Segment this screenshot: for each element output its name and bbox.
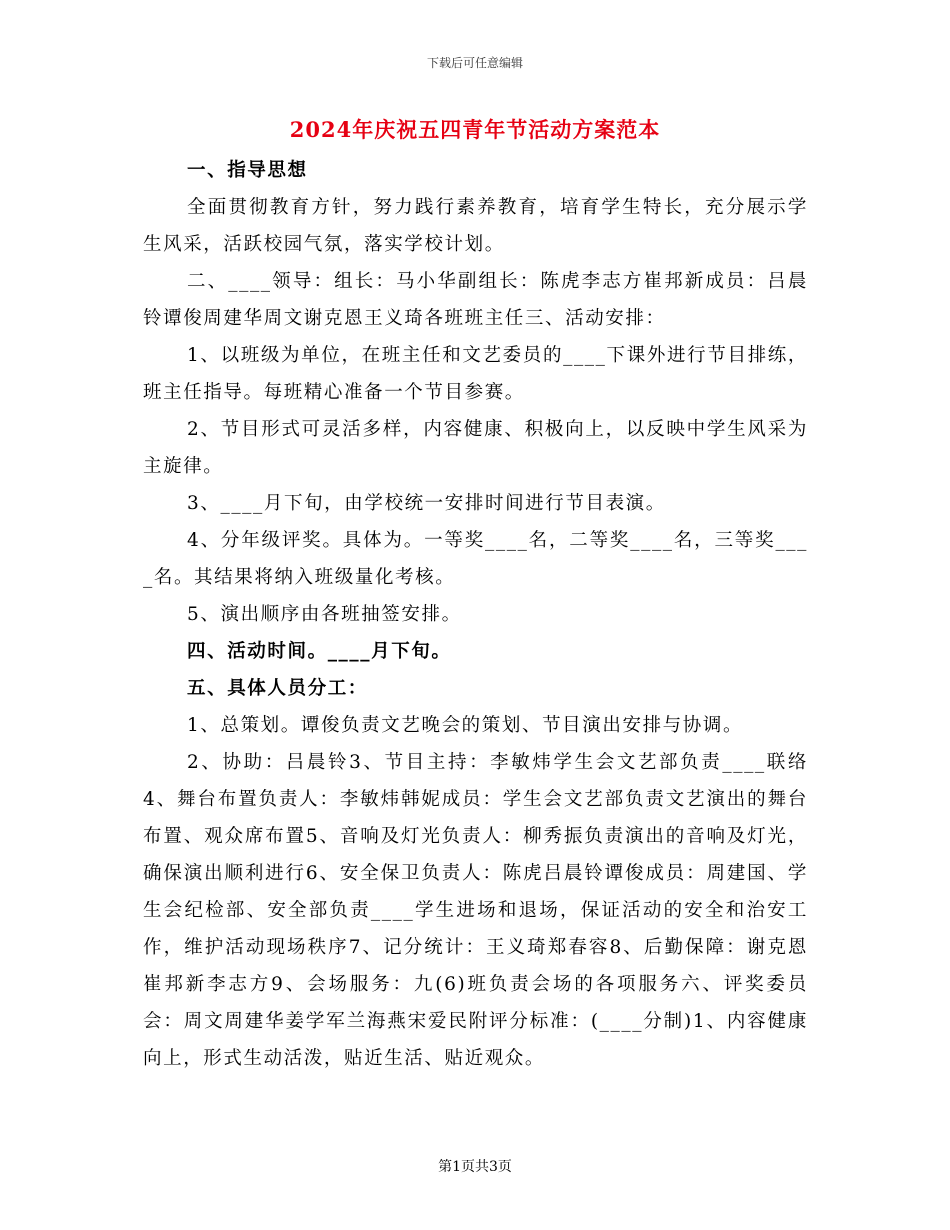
paragraph-arrangement-2: 2、节目形式可灵活多样，内容健康、积极向上，以反映中学生风采为主旋律。 xyxy=(143,419,808,477)
paragraph-arrangement-3: 3、____月下旬，由学校统一安排时间进行节目表演。 xyxy=(187,493,666,514)
paragraph-leadership: 二、____领导：组长：马小华副组长：陈虎李志方崔邦新成员：吕晨铃谭俊周建华周文谢克恩王义琦各班班主任三、活动安排： xyxy=(143,271,808,329)
paragraph-arrangement-5: 5、演出顺序由各班抽签安排。 xyxy=(187,604,462,625)
section-heading-activity-time: 四、活动时间。____月下旬。 xyxy=(187,641,452,662)
paragraph-arrangement-4: 4、分年级评奖。具体为。一等奖____名，二等奖____名，三等奖____名。其结果将纳入班级量化考核。 xyxy=(143,530,808,588)
paragraph-arrangement-1: 1、以班级为单位，在班主任和文艺委员的____下课外进行节目排练，班主任指导。每班精心准备一个节目参赛。 xyxy=(143,345,808,403)
document-body xyxy=(143,152,808,1077)
paragraph-staff-1: 1、总策划。谭俊负责文艺晚会的策划、节目演出安排与协调。 xyxy=(187,715,744,736)
document-title: 2024年庆祝五四青年节活动方案范本 xyxy=(289,117,661,142)
paragraph-staff-2: 2、协助：吕晨铃3、节目主持：李敏炜学生会文艺部负责____联络4、舞台布置负责人：李敏炜韩妮成员：学生会文艺部负责文艺演出的舞台布置、观众席布置5、音响及灯光负责人：柳秀振负责演出的音响及灯光，确保演出顺利进行6、安全保卫负责人：陈虎吕晨铃谭俊成员：周建国、学生会纪检部、安全部负责____学生进场和退场，保证活动的安全和治安工作，维护活动现场秩序7、记分统计：王义琦郑春容8、后勤保障：谢克恩崔邦新李志方9、会场服务：九(6)班负责会场的各项服务六、评奖委员会：周文周建华姜学军兰海燕宋爱民附评分标准：(____分制)1、内容健康向上，形式生动活泼，贴近生活、贴近观众。 xyxy=(143,752,808,1069)
page-footer-number: 第1页共3页 xyxy=(438,1159,512,1175)
paragraph-guiding-thought: 全面贯彻教育方针，努力践行素养教育，培育学生特长，充分展示学生风采，活跃校园气氛，落实学校计划。 xyxy=(143,197,808,255)
section-heading-guiding-thought: 一、指导思想 xyxy=(187,160,308,181)
section-heading-staff-division: 五、具体人员分工： xyxy=(187,678,368,699)
page-header-note: 下载后可任意编辑 xyxy=(426,56,523,70)
